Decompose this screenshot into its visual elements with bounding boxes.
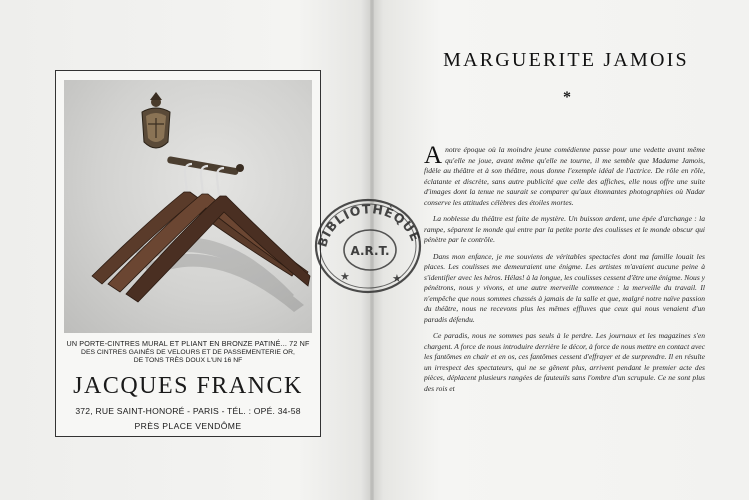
article-body: [424, 145, 705, 465]
article-paragraph: [424, 145, 705, 208]
svg-text:★: ★: [340, 270, 350, 283]
advertisement: [55, 70, 321, 437]
stamp-center-text: A.R.T.: [350, 244, 390, 258]
svg-text:★: ★: [392, 272, 402, 285]
article-paragraph: La noblesse du théâtre est faite de mystère. Un buisson ardent, une épée d'archange : la rampe, séparent le monde qui entre par la petite porte des coulisses et le monde obscur qui pénètre par le contrôle.: [424, 214, 705, 244]
ad-photo-hanger-rack: [64, 80, 312, 333]
ad-location-note: PRÈS PLACE VENDÔME: [134, 421, 242, 431]
ad-address: 372, RUE SAINT-HONORÉ - PARIS - TÉL. : OPÉ. 34-58: [75, 406, 301, 416]
title-ornament: *: [563, 89, 571, 106]
article-title: MARGUERITE JAMOIS: [443, 49, 689, 71]
ad-description-line: [60, 339, 316, 348]
drop-cap: A: [424, 145, 443, 169]
ad-price: 72 NF: [289, 339, 310, 348]
ad-description-text: UN PORTE-CINTRES MURAL ET PLIANT EN BRONZE PATINÉ...: [66, 339, 288, 348]
ad-description-line-3: DE TONS TRÈS DOUX L'UN 16 NF: [133, 357, 243, 364]
article-paragraph: Ce paradis, nous ne sommes pas seuls à le perdre. Les journaux et les magazines s'en chargent. A force de nous introduire derrière le décor, à force de nous mettre en contact avec les fantômes en chair et en os, ces fantômes cessent d'effrayer et de surprendre. Il en résulte un irrespect des spectateurs, qui ne se gênent plus, arrivent pendant le premier acte des pièces, déplacent plusieurs rangées de fauteuils sans l'ombre d'un scrupule. Ce ne sont plus des rois et: [424, 331, 705, 393]
crest-icon: [142, 92, 170, 148]
book-gutter: [370, 0, 374, 500]
stamp-top-text: BIBLIOTHÈQUE: [314, 201, 424, 249]
paragraph-text: notre époque où la moindre jeune comédienne passe pour une vedette avant même qu'elle ne joue, avant même qu'elle ne tourne, il me semble que Madame Jamois, fidèle au théâtre et à son théâtre, nous donne l'exemple idéal de l'actrice. De rôle en rôle, éclatante et discrète, sans autre publicité que celle des affiches, elle nous offre une suite d'images dont la tenue ne saurait se comparer qu'aux étonnantes photographies où Nadar conserve les attitudes célèbres des étoiles mortes.: [424, 145, 705, 207]
ad-description-line-2: DES CINTRES GAINÉS DE VELOURS ET DE PASSEMENTERIE OR,: [81, 349, 295, 356]
ad-brand-name: JACQUES FRANCK: [73, 373, 303, 399]
article-paragraph: Dans mon enfance, je me souviens de véritables spectacles dont ma famille louait les places. Les coulisses me demeuraient une énigme. Les artistes m'avaient aucune peine à s'identifier avec les héros. Hélas! à la longue, les coulisses cessent d'être une énigme. Nous y pénétrons, nous y vivons, et une autre merveille commence : la merveille du travail. Il n'empêche que nous sommes chassés à jamais de la salle et que, malgré notre naïve passion du théâtre, nous ne recevons plus les mêmes effluves que ceux qui nous venaient d'un paradis défendu.: [424, 251, 705, 324]
hanger-rack-illustration: [64, 80, 312, 333]
